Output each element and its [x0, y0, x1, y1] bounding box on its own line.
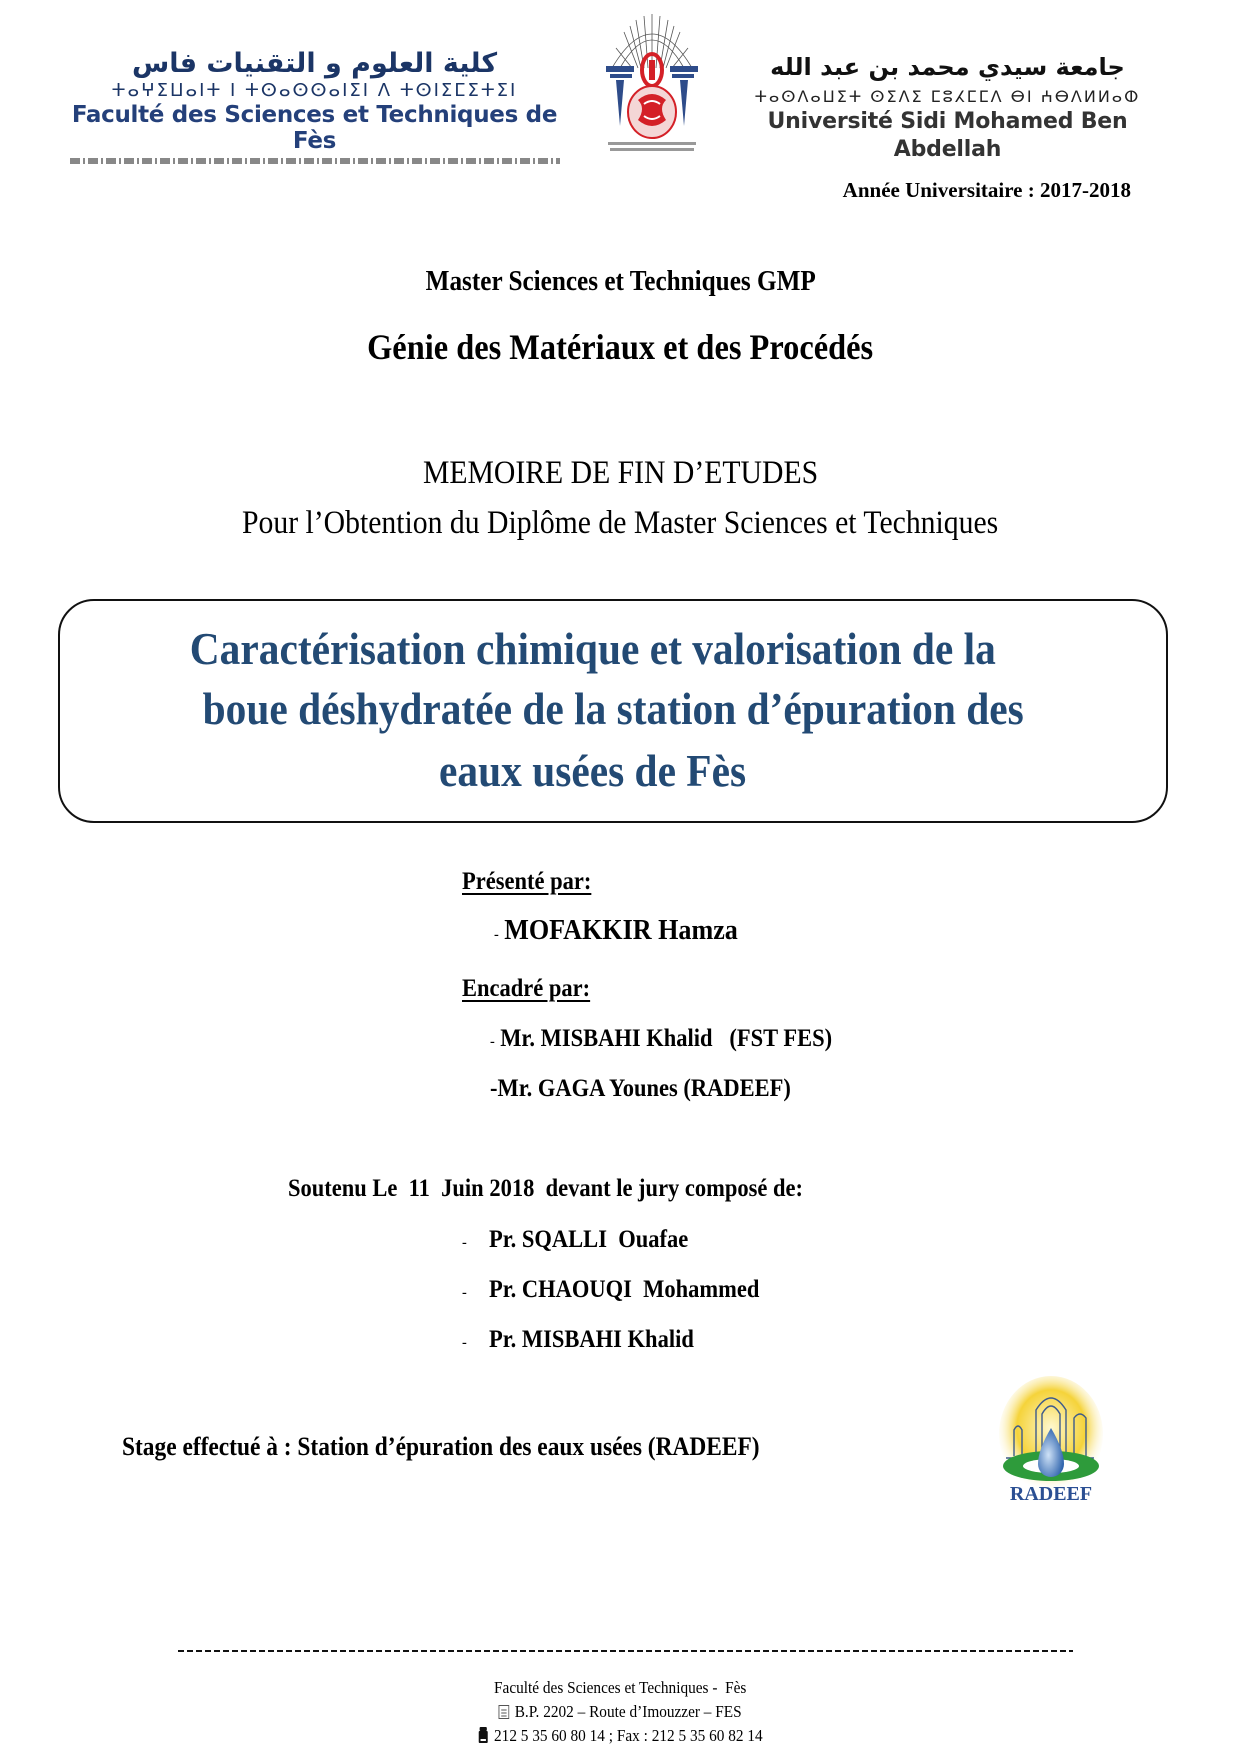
- master-program: [0, 266, 1241, 298]
- specialty-title: [0, 326, 1241, 368]
- list-dash: -: [490, 1075, 498, 1102]
- supervised-by-label: [462, 975, 604, 1003]
- list-dash: -: [462, 1284, 467, 1301]
- supervisor-item: [490, 1075, 824, 1103]
- fst-logo-arabic: كلية العلوم و التقنيات فاس: [131, 48, 498, 79]
- usmba-logo: [735, 52, 1160, 164]
- radeef-logo-text: RADEEF: [1009, 1483, 1093, 1505]
- thesis-title-line-3: [58, 744, 1168, 797]
- university-emblem-icon: [600, 8, 704, 160]
- internship-location-text: Stage effectué à : Station d’épuration des eaux usées (RADEEF): [122, 1432, 760, 1461]
- student-name: [494, 914, 765, 947]
- telephone-icon: [478, 1726, 489, 1750]
- footer-address-text: B.P. 2202 – Route d’Imouzzer – FES: [515, 1702, 743, 1721]
- footer-divider: [178, 1650, 1073, 1652]
- footer-phone-text: 212 5 35 60 80 14 ; Fax : 212 5 35 60 82 14: [494, 1726, 763, 1745]
- footer-institution-text: Faculté des Sciences et Techniques - Fès: [494, 1678, 747, 1697]
- jury-member: [462, 1226, 713, 1254]
- specialty-text: Génie des Matériaux et des Procédés: [367, 327, 874, 367]
- radeef-logo-icon: [990, 1372, 1112, 1512]
- list-dash: -: [490, 1033, 495, 1050]
- internship-location: [122, 1432, 830, 1462]
- fst-logo-french: Faculté des Sciences et Techniques de Fès: [71, 102, 558, 154]
- thesis-title-line-1: [58, 622, 1168, 675]
- diploma-line: [0, 505, 1241, 542]
- academic-year: Année Universitaire : 2017-2018: [842, 178, 1131, 202]
- document-type: [0, 455, 1241, 492]
- supervisor-item: [490, 1025, 870, 1053]
- fst-logo-tifinagh: ⵜⴰⵖⵉⵡⴰⵏⵜ ⵏ ⵜⵙⴰⵙⵙⴰⵏⵉⵏ ⴷ ⵜⵙⵏⵉⵎⵉⵜⵉⵏ: [111, 80, 518, 101]
- usmba-logo-tifinagh: ⵜⴰⵙⴷⴰⵡⵉⵜ ⵙⵉⴷⵉ ⵎⵓⵃⵎⵎⴷ ⴱⵏ ⵄⴱⴷⵍⵍⴰⵀ: [754, 87, 1141, 106]
- document-type-text: MEMOIRE DE FIN D’ETUDES: [422, 455, 819, 491]
- diploma-line-text: Pour l’Obtention du Diplôme de Master Sciences et Techniques: [242, 505, 999, 541]
- list-dash: -: [494, 926, 499, 943]
- presented-by-label-text: Présenté par:: [462, 868, 592, 895]
- supervisor-name: Mr. MISBAHI Khalid (FST FES): [500, 1025, 833, 1052]
- jury-member: [462, 1326, 720, 1354]
- thesis-title-line-2: [58, 682, 1168, 735]
- defense-statement: [288, 1175, 860, 1203]
- footer-address: [0, 1700, 1241, 1726]
- footer-phone: [0, 1724, 1241, 1750]
- supervisor-name: Mr. GAGA Younes (RADEEF): [497, 1075, 791, 1102]
- radeef-logo: [990, 1372, 1112, 1512]
- usmba-logo-arabic: جامعة سيدي محمد بن عبد الله: [770, 53, 1125, 81]
- thesis-title-text-1: Caractérisation chimique et valorisation de la: [189, 623, 997, 674]
- supervised-by-label-text: Encadré par:: [462, 975, 591, 1002]
- usmba-logo-french: Université Sidi Mohamed Ben Abdellah: [767, 109, 1128, 162]
- jury-member-name: Pr. MISBAHI Khalid: [489, 1326, 694, 1353]
- thesis-title-text-2: boue déshydratée de la station d’épuration des: [202, 683, 1024, 734]
- presented-by-label: [462, 868, 606, 896]
- list-dash: -: [462, 1334, 467, 1351]
- jury-member-name: Pr. SQALLI Ouafae: [489, 1226, 689, 1253]
- thesis-title-text-3: eaux usées de Fès: [439, 745, 747, 796]
- mailbox-icon: [499, 1702, 510, 1726]
- jury-member-name: Pr. CHAOUQI Mohammed: [489, 1276, 760, 1303]
- jury-member: [462, 1276, 792, 1304]
- master-program-text: Master Sciences et Techniques GMP: [425, 266, 816, 297]
- student-name-text: MOFAKKIR Hamza: [504, 914, 738, 946]
- defense-statement-text: Soutenu Le 11 Juin 2018 devant le jury composé de:: [288, 1175, 804, 1202]
- fst-logo-rule: [70, 158, 560, 164]
- list-dash: -: [462, 1234, 467, 1251]
- footer-institution: [0, 1676, 1241, 1700]
- fst-logo: [62, 48, 567, 164]
